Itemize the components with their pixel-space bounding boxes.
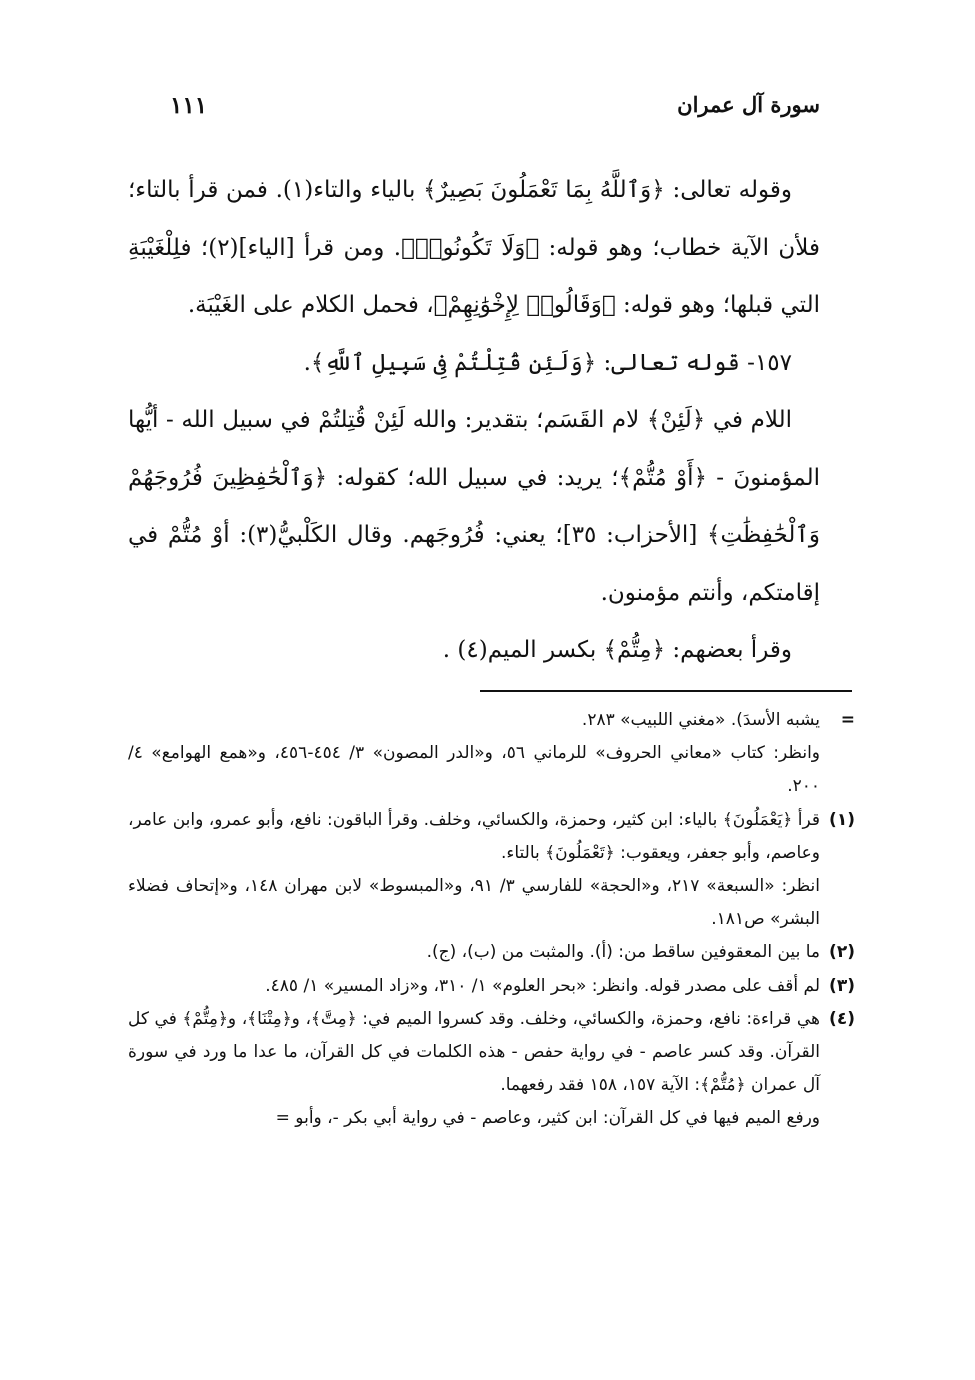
footnote-mark: (٣): [829, 975, 855, 996]
paragraph: اللام في ﴿لَئِنْ﴾ لام القَسَم؛ بتقدير: والله لَئِنْ قُتِلتُمْ في سبيل الله - أيُّها المؤمنونَ - ﴿أَوْ مُتُّمْ﴾؛ يريد: في سبيل الله؛ كقوله: ﴿وَٱلْحَٰفِظِينَ فُرُوجَهُمْ وَٱلْحَٰفِظَٰتِ﴾ [الأحزاب: ٣٥]؛ يعني: فُرُوجَهم. وقال الكَلْبيُّ(٣): أوْ مُتُّمْ في إقامتكم، وأنتم مؤمنون.: [128, 407, 820, 606]
verse-heading: ١٥٧- قوله تعالى: ﴿وَلَئِن قُتِلْتُمْ فِى سَبِيلِ ٱللَّهِ﴾.: [303, 349, 792, 376]
footnote-line: انظر: «السبعة» ٢١٧، و«الحجة» للفارسي ٣/ ٩١، و«المبسوط» لابن مهران ١٤٨، و«إتحاف فضلاء البشر» ص١٨١.: [128, 876, 820, 930]
footnote-line: ورفع الميم فيها في كل القرآن: ابن كثير، وعاصم - في رواية أبي بكر -، وأبو =: [275, 1108, 820, 1129]
footnote-line: وانظر: كتاب «معاني الحروف» للرماني ٥٦، و«الدر المصون» ٣/ ٤٥٤-٤٥٦، و«همع الهوامع» ٤/ ٢٠٠.: [128, 743, 820, 797]
page-number: ١١١: [170, 92, 208, 119]
footnote-line: يشبه الأسدَ). «مغني اللبيب» ٢٨٣.: [581, 710, 820, 730]
footnote-mark: (١): [829, 809, 855, 830]
footnote-1: [128, 804, 855, 937]
footnote-mark: (٢): [829, 942, 855, 963]
footnotes: [128, 704, 855, 1136]
footnote-4: [128, 1003, 855, 1136]
footnote-2: [128, 936, 855, 969]
paragraph: وقوله تعالى: ﴿وَٱللَّهُ بِمَا تَعْمَلُونَ بَصِيرٌ﴾ بالياء والتاء(١). فمن قرأ بالتاء؛ فلأن الآية خطاب؛ وهو قوله: ﴿وَلَا تَكُونُوا۟﴾. ومن قرأ [الياء](٢)؛ فلِلْغَيْبَةِ التي قبلها؛ وهو قوله: ﴿وَقَالُوا۟ لِإِخْوَٰنِهِمْ﴾، فحمل الكلام على الغَيْبَة.: [128, 177, 820, 318]
footnote-line: قرأ ﴿يَعْمَلُونَ﴾ بالياء: ابن كثير، وحمزة، والكسائي، وخلف. وقرأ الباقون: نافع، وأبو عمرو، وابن عامر، وعاصم، وأبو جعفر، ويعقوب: ﴿تَعْمَلُونَ﴾ بالتاء.: [128, 809, 820, 863]
page-header: [150, 92, 820, 132]
footnote-continuation: [128, 704, 855, 804]
footnote-3: [128, 970, 855, 1003]
footnote-line: لم أقف على مصدر قوله. وانظر: «بحر العلوم» ١/ ٣١٠، و«زاد المسير» ١/ ٤٨٥.: [265, 975, 820, 996]
footnote-line: هي قراءة: نافع، وحمزة، والكسائي، وخلف. وقد كسروا الميم في: ﴿مِتَّ﴾، و﴿مِتْنَا﴾، و﴿مِتُّمْ﴾ في كل القرآن. وقد كسر عاصم - في رواية حفص - هذه الكلمات في كل القرآن، ما عدا ما ورد في سورة آل عمران ﴿مُتُّمْ﴾: الآية ١٥٧، ١٥٨ فقد رفعهما.: [128, 1008, 820, 1096]
footnote-mark: =: [840, 710, 855, 730]
footnote-line: ما بين المعقوفين ساقط من: (أ). والمثبت من (ب)، (ج).: [426, 942, 820, 963]
footnote-separator: [480, 690, 852, 692]
paragraph: وقرأ بعضهم: ﴿مِتُّمْ﴾ بكسر الميم(٤) .: [442, 637, 792, 663]
footnote-mark: (٤): [829, 1008, 855, 1029]
main-text: [128, 162, 820, 680]
sura-title: سورة آل عمران: [677, 92, 820, 117]
